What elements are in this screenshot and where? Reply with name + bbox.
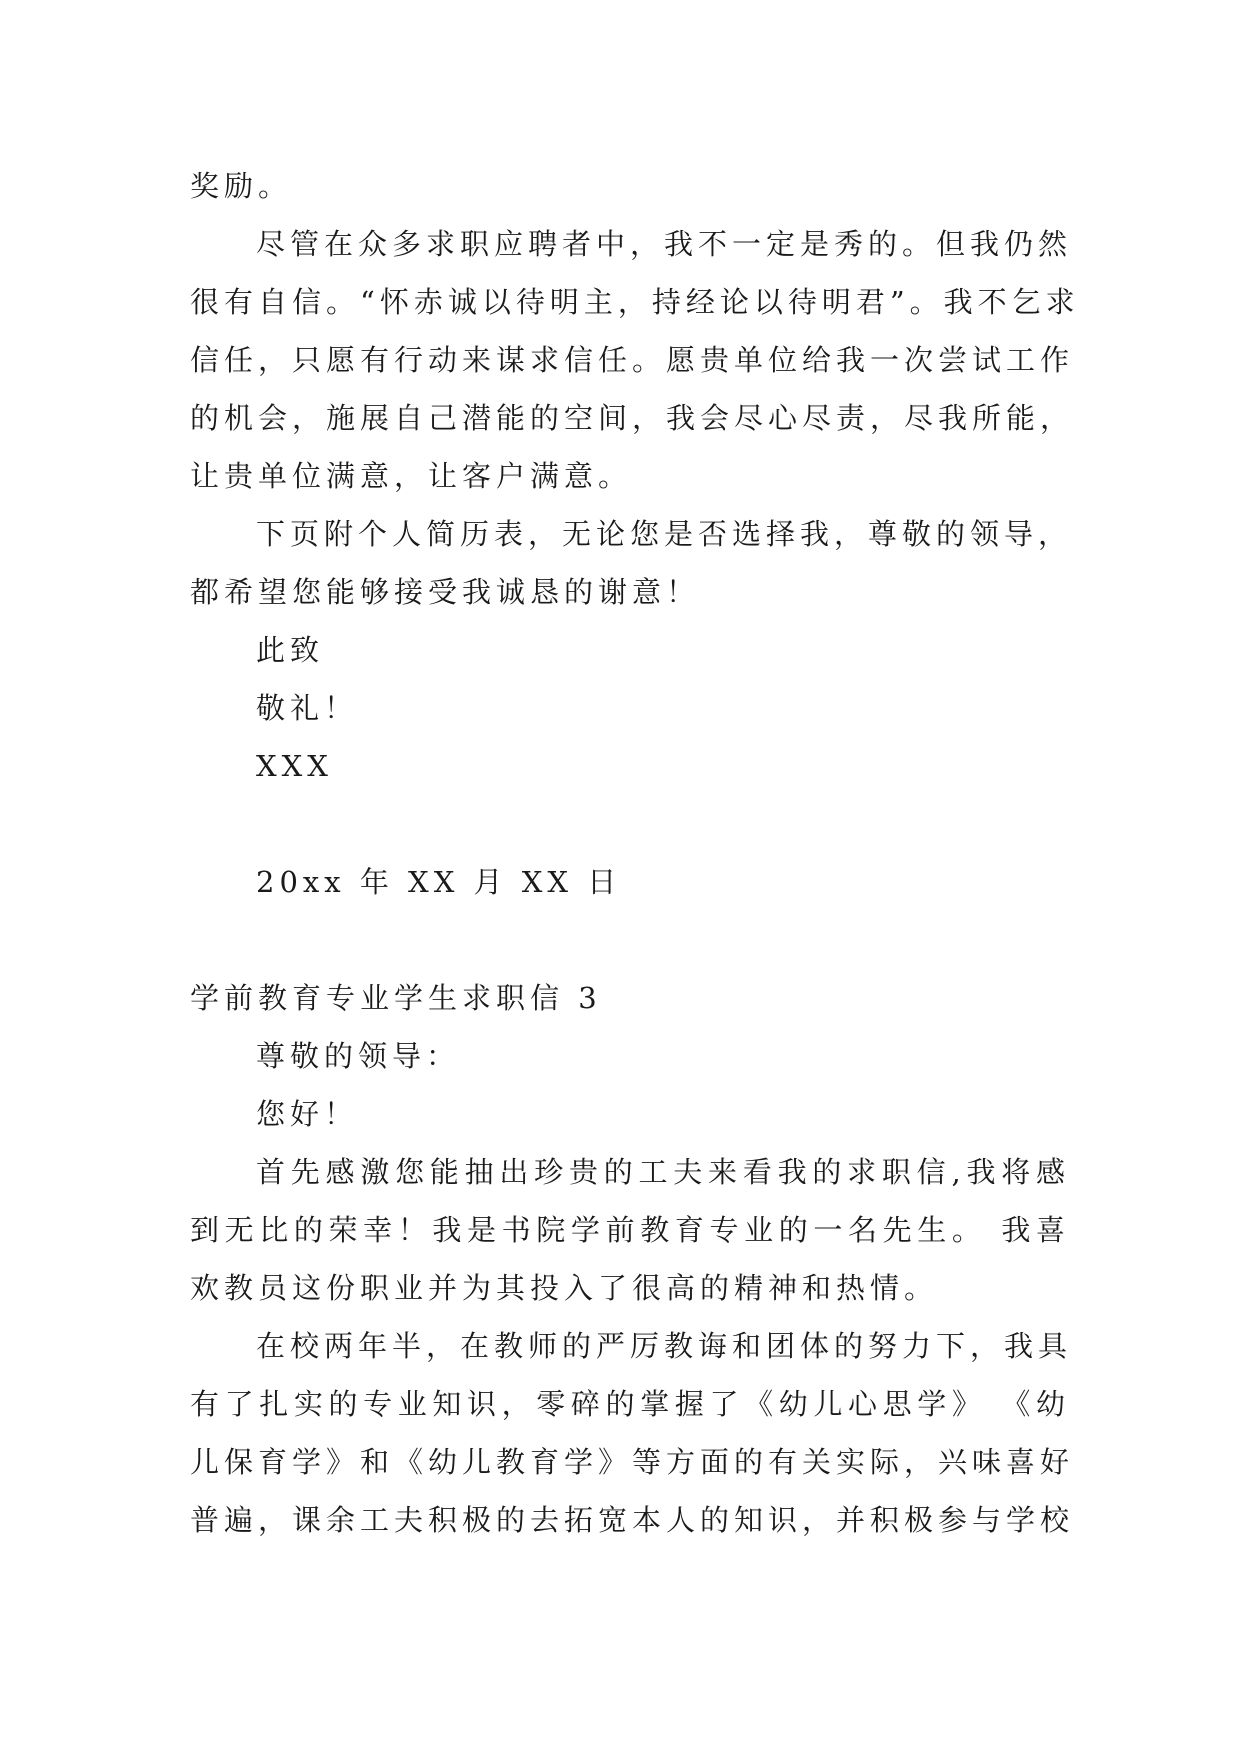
text-line: 在校两年半，在教师的严厉教诲和团体的努力下，我具	[256, 1329, 1073, 1363]
salutation-regards: 敬礼！	[256, 691, 359, 725]
text-line: 尽管在众多求职应聘者中，我不一定是秀的。但我仍然	[256, 227, 1073, 261]
text-line: 让贵单位满意，让客户满意。	[190, 459, 633, 493]
text-line: 到无比的荣幸！我是书院学前教育专业的一名先生。 我喜	[190, 1213, 1070, 1247]
text-line: 信任，只愿有行动来谋求信任。愿贵单位给我一次尝试工作	[190, 343, 1075, 377]
text-line: 欢教员这份职业并为其投入了很高的精神和热情。	[190, 1271, 939, 1305]
salutation-closing: 此致	[256, 633, 325, 667]
signature-date: 20xx 年 XX 月 XX 日	[256, 865, 622, 899]
text-line: 普遍，课余工夫积极的去拓宽本人的知识，并积极参与学校	[190, 1503, 1075, 1537]
text-line: 下页附个人简历表，无论您是否选择我，尊敬的领导，	[256, 517, 1073, 551]
signature-name: XXX	[256, 749, 333, 783]
text-line: 的机会，施展自己潜能的空间，我会尽心尽责，尽我所能，	[190, 401, 1075, 435]
text-line: 首先感激您能抽出珍贵的工夫来看我的求职信,我将感	[256, 1155, 1070, 1189]
text-line: 有了扎实的专业知识，零碎的掌握了《幼儿心思学》 《幼	[190, 1387, 1070, 1421]
greeting-recipient: 尊敬的领导：	[256, 1039, 461, 1073]
section-heading: 学前教育专业学生求职信 3	[190, 981, 602, 1015]
text-line: 奖励。	[190, 169, 293, 203]
greeting-hello: 您好！	[256, 1097, 359, 1131]
text-line: 都希望您能够接受我诚恳的谢意！	[190, 575, 701, 609]
text-line: 儿保育学》和《幼儿教育学》等方面的有关实际，兴味喜好	[190, 1445, 1075, 1479]
text-line: 很有自信。“怀赤诚以待明主，持经论以待明君”。我不乞求	[190, 285, 1080, 319]
